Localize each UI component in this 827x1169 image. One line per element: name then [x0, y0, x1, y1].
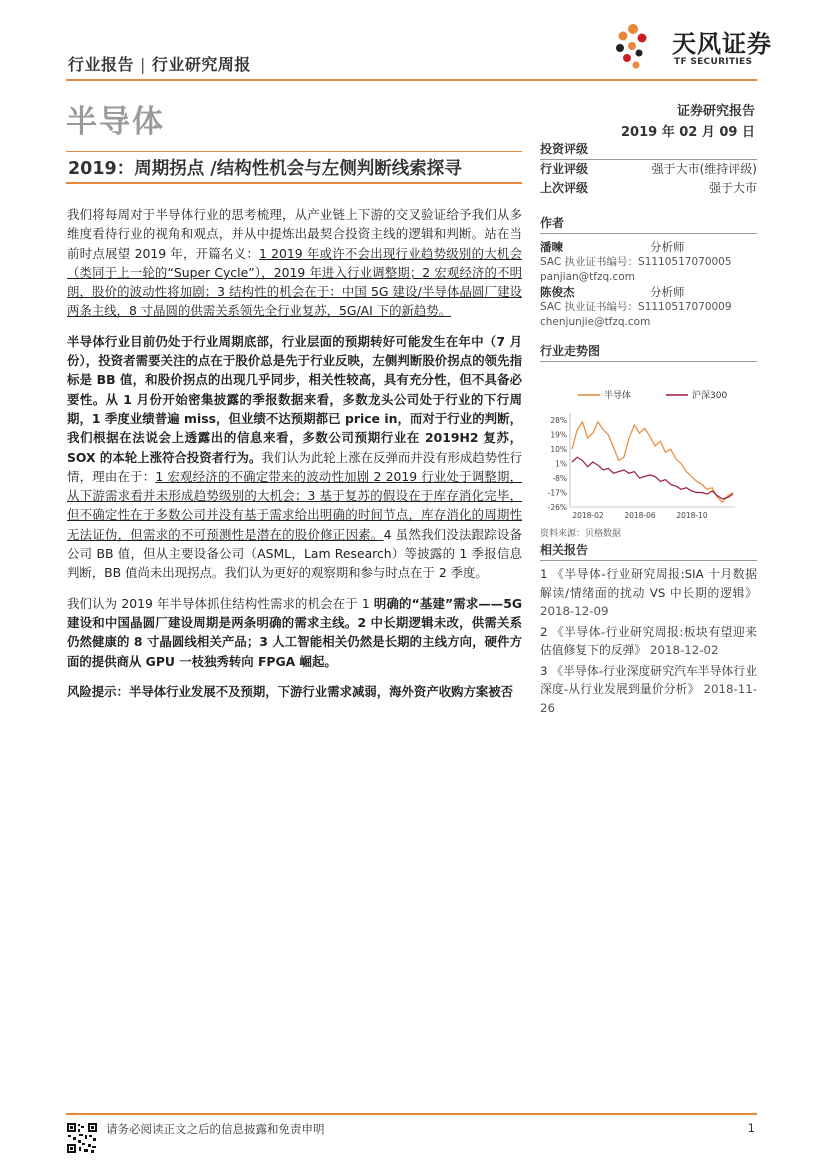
x-tick-label: 2018-10 — [676, 511, 708, 520]
logo-text-cn: 天风证券 — [672, 30, 772, 58]
header-divider — [66, 79, 757, 81]
related-report-item[interactable]: 1 《半导体-行业研究周报:SIA 十月数据解读/情绪面的扰动 VS 中长期的逻辑》 2018-12-09 — [540, 567, 757, 618]
author-name-row: 潘暕 分析师 — [540, 240, 685, 254]
legend-label-1: 沪深300 — [692, 391, 728, 401]
author-email[interactable]: panjian@tfzq.com — [540, 271, 635, 283]
y-tick-label: 28% — [550, 416, 567, 426]
report-date: 2019 年 02 月 09 日 — [621, 125, 755, 140]
chart-heading: 行业走势图 — [540, 342, 757, 362]
series-line-0 — [572, 422, 733, 502]
title-divider-top — [66, 151, 522, 152]
author-cert: SAC 执业证书编号：S1110517070005 — [540, 256, 732, 268]
body-paragraph: 半导体行业目前仍处于行业周期底部，行业层面的预期转好可能发生在年中（7 月份），投资者需要关注的点在于股价总是先于行业反映，左侧判断股价拐点的领先指标是 BB 值，和股价拐点的出现几乎同步，相关性较高，具有充分性，但不具备必要性。从 1 月份开始密集披露的季报数据来看，多数龙头公司处于行业的下行周期，1 季度业绩普遍 miss，但业绩不达预期都已 price in，而对于行业的判断，我们根据在法说会上透露出的信息来看，多数公司预期行业在 2019H2 复苏，SOX 的本轮上涨符合投资者行为。我们认为此轮上涨在反弹而并没有形成趋势性行情，理由在于：1 宏观经济的不确定带来的波动性加剧 2 2019 行业处于调整期，从下游需求看并未形成趋势级别的大机会；3 基于复苏的假设在于库存消化完毕，但不确定性在于多数公司并没有基于需求给出明确的时间节点，库存消化的周期性无法证伪，但需求的不可预测性是潜在的股价修正因素。4 虽然我们没法跟踪设备公司 BB 值，但从主要设备公司（ASML，Lam Research）等披露的 1 季报信息判断，BB 值尚未出现拐点。我们认为更好的观察期和参与时点在于 2 季度。 — [67, 333, 523, 581]
category-label: 行业报告 — [68, 55, 135, 74]
report-body — [67, 205, 522, 712]
rating-heading: 投资评级 — [540, 140, 757, 160]
author-email[interactable]: chenjunjie@tfzq.com — [540, 316, 651, 328]
legend-label-0: 半导体 — [604, 391, 632, 401]
report-category — [68, 52, 251, 75]
y-tick-label: 1% — [555, 459, 567, 469]
subcategory-label: 行业研究周报 — [151, 55, 251, 74]
rating-section — [540, 140, 757, 198]
y-tick-label: -26% — [547, 503, 567, 512]
series-line-1 — [572, 457, 733, 499]
title-divider-bottom — [66, 182, 522, 184]
x-tick-label: 2018-06 — [624, 511, 656, 520]
qr-code-icon — [66, 1122, 98, 1154]
category-separator: | — [140, 55, 146, 74]
authors-section — [540, 214, 757, 330]
chart-source: 资料来源：贝格数据 — [540, 529, 622, 539]
author-cert: SAC 执业证书编号：S1110517070009 — [540, 301, 732, 313]
y-tick-label: 19% — [550, 430, 567, 440]
page-number: 1 — [747, 1121, 755, 1135]
x-tick-label: 2018-02 — [572, 511, 604, 520]
author-name-row: 陈俊杰 分析师 — [540, 285, 685, 299]
body-paragraph: 我们认为 2019 年半导体抓住结构性需求的机会在于 1 明确的“基建”需求——5G 建设和中国晶圆厂建设周期是两条明确的需求主线。2 中长期逻辑未改，供需关系仍然健康的 8 寸晶圆线相关产品；3 人工智能相关仍然是长期的主线方向，硬件方面的提供商从 GPU 一枝独秀转向 FPGA 崛起。 — [67, 595, 522, 669]
sector-title: 半导体 — [66, 104, 165, 140]
y-tick-label: 10% — [550, 445, 567, 455]
related-heading: 相关报告 — [540, 541, 757, 561]
related-section — [540, 541, 757, 719]
logo-text-en: TF SECURITIES — [674, 57, 753, 67]
related-report-item[interactable]: 2 《半导体-行业研究周报:板块有望迎来估值修复下的反弹》 2018-12-02 — [540, 624, 757, 657]
trend-chart — [540, 362, 757, 522]
report-type: 证券研究报告 — [676, 104, 755, 119]
risk-warning: 风险提示：半导体行业发展不及预期，下游行业需求减弱，海外资产收购方案被否 — [67, 683, 514, 699]
authors-heading: 作者 — [540, 214, 757, 234]
footer-divider — [66, 1113, 757, 1115]
y-tick-label: -8% — [552, 474, 567, 484]
disclaimer-notice: 请务必阅读正文之后的信息披露和免责申明 — [106, 1122, 325, 1136]
related-report-item[interactable]: 3 《半导体-行业深度研究汽车半导体行业深度-从行业发展到量价分析》 2018-11-26 — [540, 663, 757, 715]
rating-row: 上次评级 强于大市 — [540, 181, 757, 195]
body-paragraph: 我们将每周对于半导体行业的思考梳理，从产业链上下游的交叉验证给予我们从多维度看待行业的视角和观点，并从中提炼出最契合投资主线的逻辑和判断。站在当前时点展望 2019 年，开篇名义：1 2019 年或许不会出现行业趋势级别的大机会（类同于上一轮的“Super Cycle”），2019 年进入行业调整期；2 宏观经济的不明朗，股价的波动性将加剧；3 结构性的机会在于：中国 5G 建设/半导体晶圆厂建设两条主线，8 寸晶圆的供需关系领先全行业复苏，5G/AI 下的新趋势。 — [67, 207, 522, 319]
chart-section — [540, 342, 757, 539]
rating-row: 行业评级 强于大市(维持评级) — [540, 162, 757, 176]
y-tick-label: -17% — [547, 488, 567, 498]
report-title: 2019：周期拐点 /结构性机会与左侧判断线索探寻 — [68, 159, 462, 179]
